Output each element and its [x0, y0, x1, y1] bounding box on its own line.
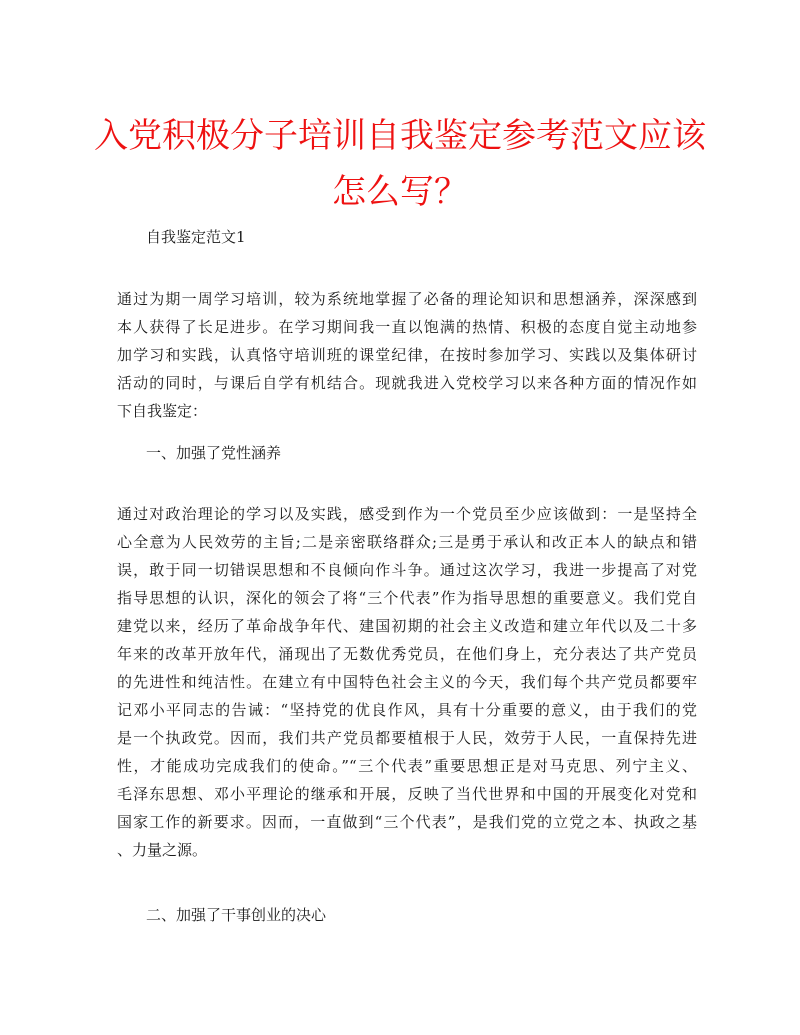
paragraph-party-spirit: [117, 500, 697, 864]
section-heading-2: 二、加强了干事创业的决心: [146, 906, 327, 924]
section-heading-1: 一、加强了党性涵养: [146, 444, 282, 462]
paragraph-line: 误，敢于同一切错误思想和不良倾向作斗争。通过这次学习，我进一步提高了对党: [117, 561, 697, 579]
paragraph-line: 的先进性和纯洁性。在建立有中国特色社会主义的今天，我们每个共产党员都要牢: [117, 673, 697, 691]
paragraph-line: 毛泽东思想、邓小平理论的继承和开展，反映了当代世界和中国的开展变化对党和: [117, 785, 697, 803]
paragraph-line: 活动的同时，与课后自学有机结合。现就我进入党校学习以来各种方面的情况作如: [117, 374, 697, 392]
paragraph-line: 记邓小平同志的告诫：“坚持党的优良作风，具有十分重要的意义，由于我们的党: [117, 701, 697, 719]
paragraph-line: 下自我鉴定：: [117, 402, 208, 420]
section-subtitle: 自我鉴定范文1: [146, 228, 246, 246]
paragraph-line: 本人获得了长足进步。在学习期间我一直以饱满的热情、积极的态度自觉主动地参: [117, 318, 697, 336]
paragraph-line: 建党以来，经历了革命战争年代、建国初期的社会主义改造和建立年代以及二十多: [117, 617, 697, 635]
document-title-line-1: 入党积极分子培训自我鉴定参考范文应该: [94, 116, 706, 156]
paragraph-line: 通过对政治理论的学习以及实践，感受到作为一个党员至少应该做到：一是坚持全: [117, 505, 697, 523]
document-title-line-2: 怎么写？: [332, 172, 468, 212]
paragraph-line: 、力量之源。: [117, 841, 208, 859]
paragraph-intro: [117, 285, 697, 425]
paragraph-line: 指导思想的认识，深化的领会了将“三个代表”作为指导思想的重要意义。我们党自: [117, 589, 697, 607]
paragraph-line: 是一个执政党。因而，我们共产党员都要植根于人民，效劳于人民，一直保持先进: [117, 729, 697, 747]
paragraph-line: 通过为期一周学习培训，较为系统地掌握了必备的理论知识和思想涵养，深深感到: [117, 290, 697, 308]
paragraph-line: 心全意为人民效劳的主旨;二是亲密联络群众;三是勇于承认和改正本人的缺点和错: [117, 533, 697, 551]
paragraph-line: 性，才能成功完成我们的使命。”“三个代表”重要思想正是对马克思、列宁主义、: [117, 757, 697, 775]
paragraph-line: 年来的改革开放年代，涌现出了无数优秀党员，在他们身上，充分表达了共产党员: [117, 645, 697, 663]
paragraph-line: 国家工作的新要求。因而，一直做到“三个代表”，是我们党的立党之本、执政之基: [117, 813, 697, 831]
paragraph-line: 加学习和实践，认真恪守培训班的课堂纪律，在按时参加学习、实践以及集体研讨: [117, 346, 697, 364]
